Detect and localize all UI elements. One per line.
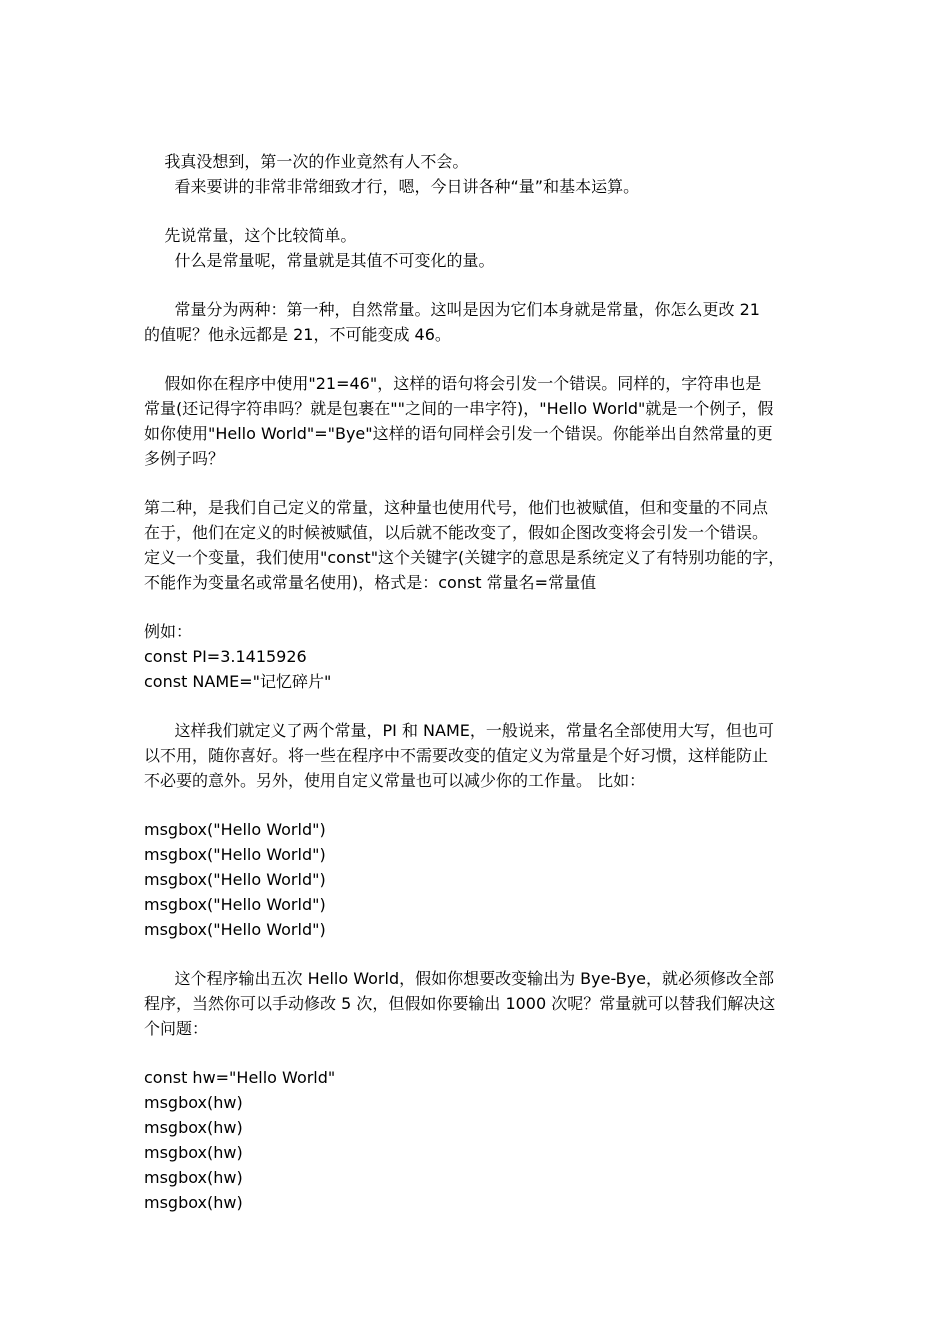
text-line: msgbox(hw): [144, 1168, 243, 1187]
text-line: 多例子吗？: [144, 449, 225, 468]
text-line: 例如：: [144, 622, 193, 641]
text-line: 不能作为变量名或常量名使用)，格式是：const 常量名=常量值: [144, 573, 597, 592]
text-line: 不必要的意外。另外，使用自定义常量也可以减少你的工作量。 比如：: [144, 771, 646, 790]
text-line: 个问题：: [144, 1019, 209, 1038]
text-line: msgbox("Hello World"): [144, 920, 326, 939]
blank-line: [144, 694, 816, 718]
text-line: 先说常量，这个比较简单。: [144, 226, 357, 245]
text-line: 这个程序输出五次 Hello World，假如你想要改变输出为 Bye-Bye，就必须修改全部: [144, 969, 774, 988]
text-line: 假如你在程序中使用"21=46"，这样的语句将会引发一个错误。同样的，字符串也是: [144, 374, 762, 393]
text-line: 程序，当然你可以手动修改 5 次，但假如你要输出 1000 次呢？常量就可以替我们解决这: [144, 994, 776, 1013]
text-line: msgbox("Hello World"): [144, 895, 326, 914]
text-line: msgbox("Hello World"): [144, 870, 326, 889]
blank-line: [144, 942, 816, 966]
text-line: msgbox("Hello World"): [144, 820, 326, 839]
blank-line: [144, 595, 816, 619]
text-line: 常量(还记得字符串吗？就是包裹在""之间的一串字符)，"Hello World"就是一个例子，假: [144, 399, 774, 418]
text-line: msgbox(hw): [144, 1093, 243, 1112]
text-line: 如你使用"Hello World"="Bye"这样的语句同样会引发一个错误。你能举出自然常量的更: [144, 424, 773, 443]
blank-line: [144, 471, 816, 495]
text-line: 的值呢？他永远都是 21，不可能变成 46。: [144, 325, 451, 344]
text-line: 定义一个变量，我们使用"const"这个关键字(关键字的意思是系统定义了有特别功能的字，: [144, 548, 785, 567]
text-line: 常量分为两种：第一种，自然常量。这叫是因为它们本身就是常量，你怎么更改 21: [144, 300, 760, 319]
text-line: const hw="Hello World": [144, 1068, 336, 1087]
blank-line: [144, 793, 816, 817]
blank-line: [144, 273, 816, 297]
text-line: 什么是常量呢，常量就是其值不可变化的量。: [144, 251, 495, 270]
text-line: msgbox(hw): [144, 1143, 243, 1162]
text-line: const NAME="记忆碎片": [144, 672, 332, 691]
text-line: 在于，他们在定义的时候被赋值，以后就不能改变了，假如企图改变将会引发一个错误。: [144, 523, 769, 542]
text-line: msgbox(hw): [144, 1118, 243, 1137]
blank-line: [144, 199, 816, 223]
blank-line: [144, 1041, 816, 1065]
text-line: msgbox(hw): [144, 1193, 243, 1212]
text-line: msgbox("Hello World"): [144, 845, 326, 864]
document-body: [144, 149, 816, 1215]
text-line: 这样我们就定义了两个常量，PI 和 NAME，一般说来，常量名全部使用大写，但也可: [144, 721, 774, 740]
text-line: const PI=3.1415926: [144, 647, 307, 666]
blank-line: [144, 347, 816, 371]
text-line: 看来要讲的非常非常细致才行，嗯，今日讲各种“量”和基本运算。: [144, 177, 640, 196]
text-line: 第二种，是我们自己定义的常量，这种量也使用代号，他们也被赋值，但和变量的不同点: [144, 498, 769, 517]
text-line: 以不用，随你喜好。将一些在程序中不需要改变的值定义为常量是个好习惯，这样能防止: [144, 746, 769, 765]
text-line: 我真没想到，第一次的作业竟然有人不会。: [144, 152, 469, 171]
